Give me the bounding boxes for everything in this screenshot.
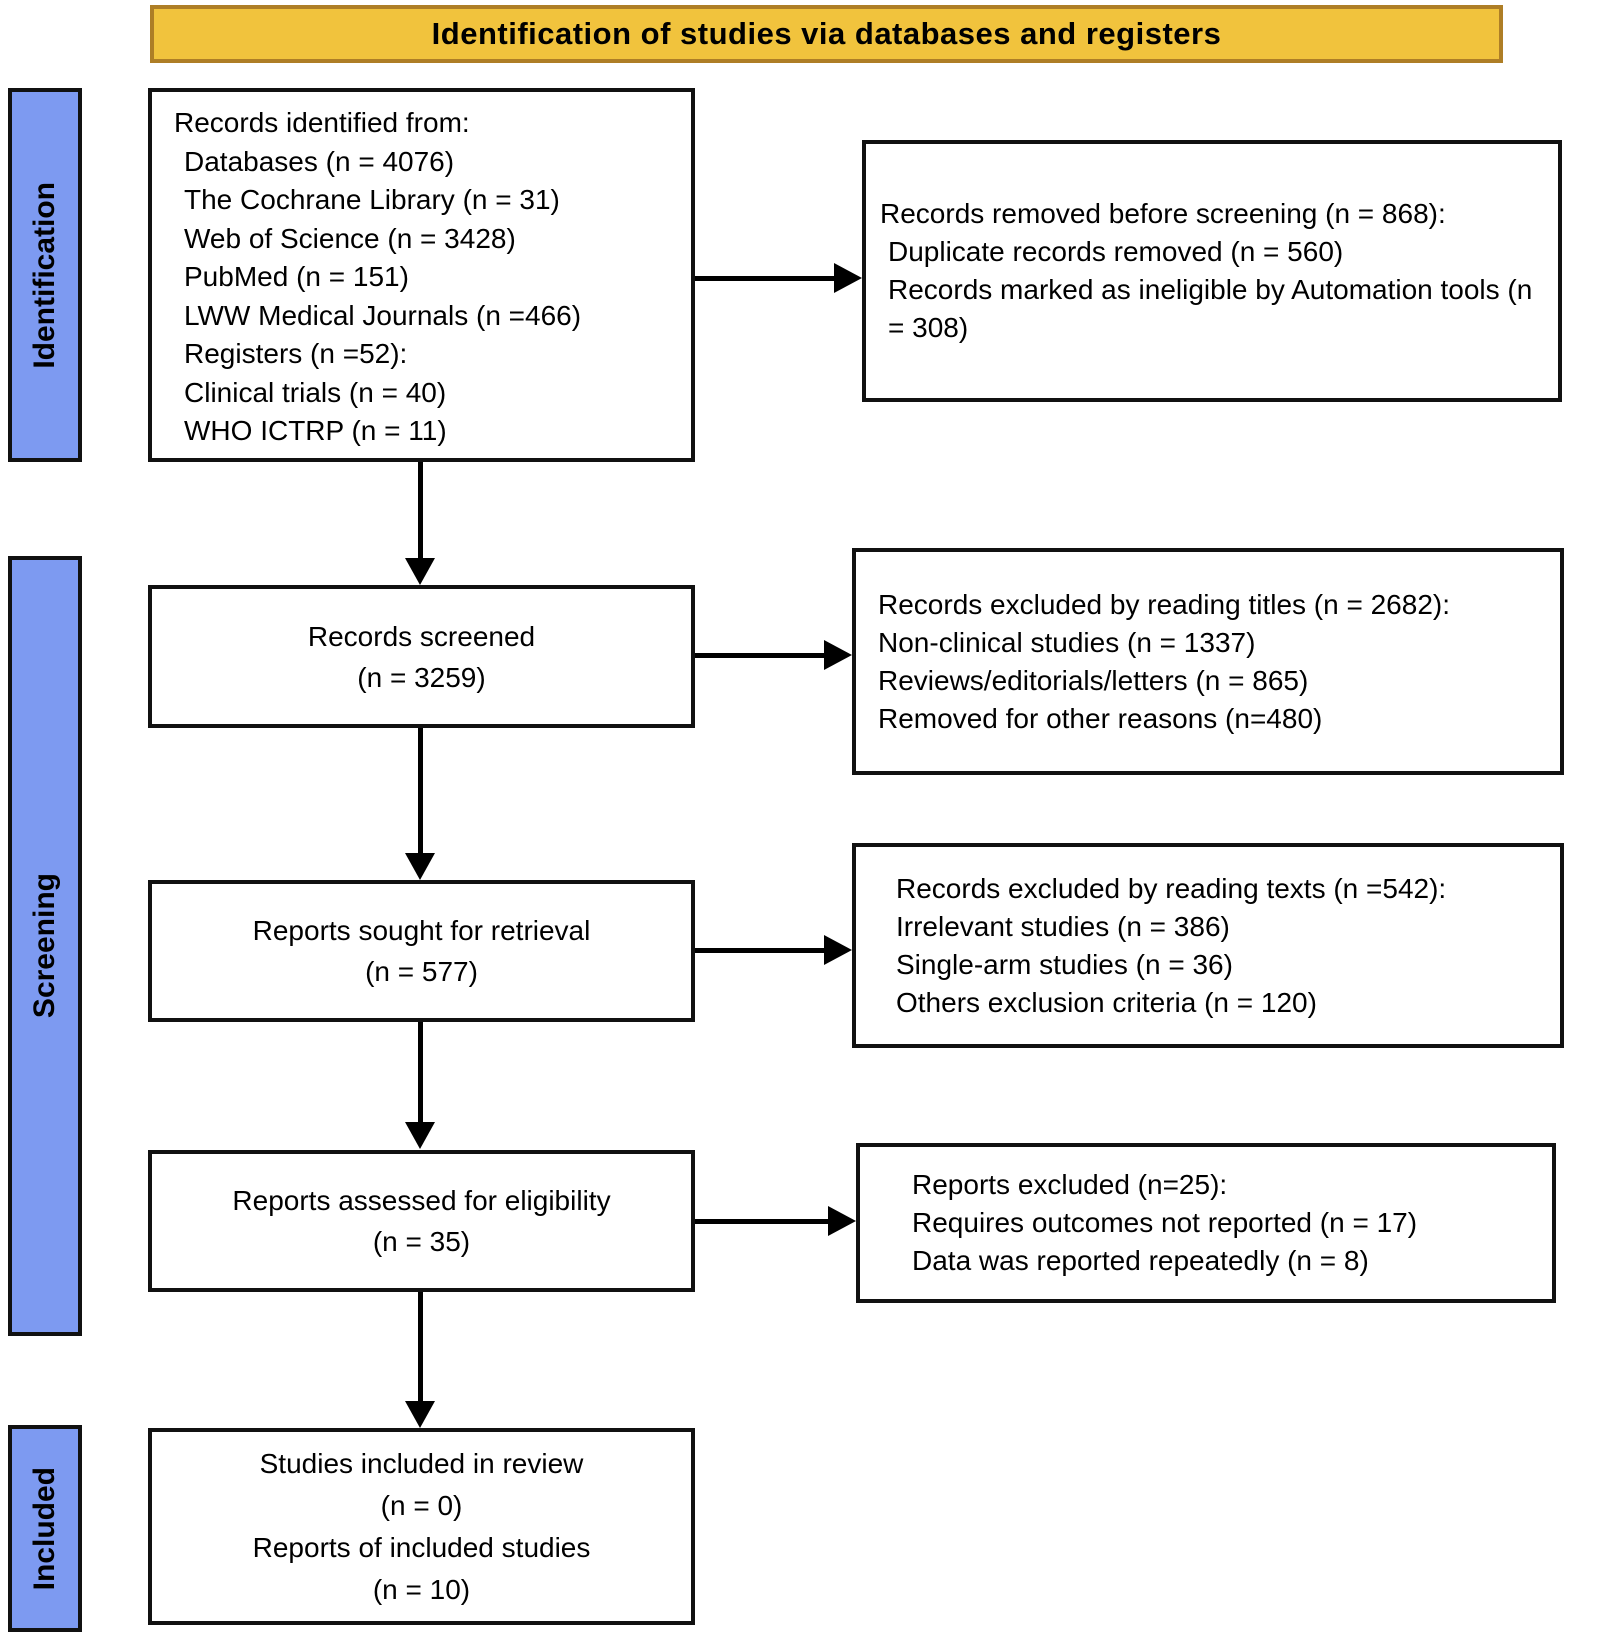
box-line: Records removed before screening (n = 868): [880, 198, 1446, 229]
box-line: Records marked as ineligible by Automation tools (n = 308) [888, 274, 1533, 343]
arrow-shaft [695, 276, 834, 281]
box-line: Reviews/editorials/letters (n = 865) [878, 664, 1309, 696]
arrow-shaft [418, 462, 423, 560]
box-line: The Cochrane Library (n = 31) [184, 184, 560, 215]
box-excluded-by-texts [852, 843, 1564, 1048]
arrow-head [834, 263, 862, 293]
box-reports-sought [148, 880, 695, 1022]
box-records-removed [862, 140, 1562, 402]
box-line: PubMed (n = 151) [184, 261, 409, 292]
box-reports-excluded [856, 1143, 1556, 1303]
box-line: Irrelevant studies (n = 386) [896, 910, 1230, 942]
stage-bar-screening [8, 556, 82, 1336]
box-line: Databases (n = 4076) [184, 145, 455, 177]
stage-bar-included [8, 1425, 82, 1632]
arrow-head [824, 640, 852, 670]
box-line: Clinical trials (n = 40) [184, 376, 447, 408]
stage-label-identification: Identification [28, 181, 61, 369]
box-line: WHO ICTRP (n = 11) [184, 415, 447, 446]
box-line: (n = 0) [380, 1489, 463, 1521]
box-records-identified [148, 88, 695, 462]
box-line: Reports sought for retrieval [252, 915, 591, 946]
box-line: (n = 3259) [357, 661, 486, 693]
arrow-head [405, 558, 435, 585]
arrow-shaft [695, 948, 824, 953]
box-line: Requires outcomes not reported (n = 17) [912, 1207, 1418, 1238]
box-line: Single-arm studies (n = 36) [896, 948, 1233, 980]
arrow-shaft [695, 653, 824, 658]
arrow-shaft [418, 728, 423, 855]
box-line: LWW Medical Journals (n =466) [184, 299, 582, 331]
box-line: Removed for other reasons (n=480) [878, 702, 1323, 734]
box-line: Reports of included studies [252, 1531, 591, 1563]
title-banner [150, 5, 1503, 63]
box-line: (n = 35) [372, 1226, 471, 1257]
box-line: Data was reported repeatedly (n = 8) [912, 1245, 1369, 1276]
arrow-head [824, 935, 852, 965]
diagram-title: Identification of studies via databases and registers [431, 16, 1222, 51]
box-studies-included [148, 1428, 695, 1625]
box-records-screened [148, 585, 695, 728]
box-line: (n = 577) [365, 956, 478, 987]
stage-label-included: Included [28, 1466, 61, 1591]
stage-bar-identification [8, 88, 82, 462]
box-line: Records excluded by reading texts (n =542): [896, 872, 1447, 904]
box-reports-assessed [148, 1150, 695, 1292]
box-line: Records identified from: [174, 107, 470, 138]
box-line: Registers (n =52): [184, 338, 408, 369]
box-line: Others exclusion criteria (n = 120) [896, 986, 1317, 1018]
arrow-shaft [418, 1022, 423, 1124]
arrow-head [405, 1122, 435, 1149]
box-line: Non-clinical studies (n = 1337) [878, 626, 1256, 658]
arrow-head [828, 1206, 856, 1236]
box-line: Web of Science (n = 3428) [184, 222, 516, 254]
arrow-shaft [418, 1292, 423, 1403]
arrow-head [405, 853, 435, 880]
stage-label-screening: Screening [28, 873, 61, 1019]
arrow-shaft [695, 1219, 828, 1224]
box-line: Records excluded by reading titles (n = 2682): [878, 588, 1450, 620]
arrow-head [405, 1401, 435, 1428]
box-line: Reports assessed for eligibility [232, 1185, 611, 1216]
box-line: (n = 10) [372, 1573, 471, 1605]
box-line: Duplicate records removed (n = 560) [888, 236, 1344, 267]
box-line: Studies included in review [259, 1447, 584, 1479]
box-excluded-by-titles [852, 548, 1564, 775]
box-line: Records screened [307, 620, 536, 652]
box-line: Reports excluded (n=25): [912, 1169, 1228, 1200]
